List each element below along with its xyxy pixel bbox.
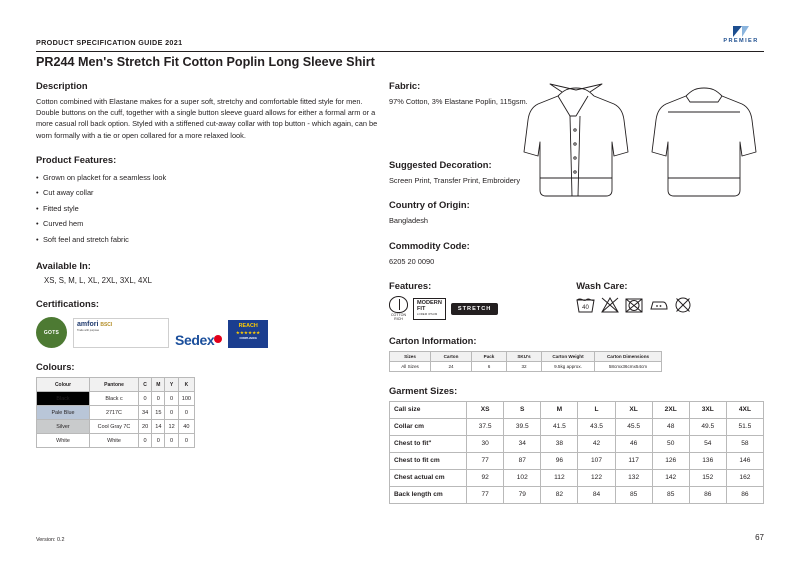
cell-value: 107: [578, 452, 615, 469]
colour-swatch: White: [37, 434, 90, 448]
table-row: [390, 418, 764, 435]
fabric-heading: Fabric:: [389, 80, 421, 91]
col-colour: Colour: [37, 378, 90, 392]
product-illustration: [520, 78, 764, 203]
cell-value: 79: [504, 486, 541, 503]
features-heading: Features:: [389, 279, 432, 291]
list-item: • Soft feel and stretch fabric: [36, 232, 381, 248]
col-c: C: [139, 378, 152, 392]
cmyk-k: 0: [178, 406, 194, 420]
certifications-logos: [36, 314, 381, 348]
cell-value: 42: [578, 435, 615, 452]
colour-swatch: Black: [37, 392, 90, 406]
col-pack: Pack: [472, 351, 507, 361]
reach-sub-text: COMPLIANCE: [239, 337, 257, 341]
cell-value: 92: [467, 469, 504, 486]
cmyk-k: 100: [178, 392, 194, 406]
cmyk-m: 0: [152, 434, 165, 448]
features-block: [389, 280, 498, 322]
description-heading: Description: [36, 80, 88, 91]
col-y: Y: [165, 378, 178, 392]
list-item: • Grown on placket for a seamless look: [36, 170, 381, 186]
gots-label: GOTS: [36, 317, 67, 348]
row-label: Chest to fit cm: [390, 452, 467, 469]
cell-value: 50: [652, 435, 689, 452]
list-item: • Fitted style: [36, 201, 381, 217]
shirt-front-view: [524, 84, 628, 196]
cell-value: 146: [726, 452, 763, 469]
cell-value: 112: [541, 469, 578, 486]
cell-sizes: All Sizes: [390, 361, 431, 371]
pantone-value: 2717C: [90, 406, 139, 420]
cell-value: 152: [689, 469, 726, 486]
colours-heading: Colours:: [36, 361, 75, 373]
table-row: [37, 420, 195, 434]
list-item: • Curved hem: [36, 216, 381, 232]
carton-information-table: [389, 351, 662, 372]
gots-certification-logo: [36, 317, 67, 348]
cell-value: 48: [652, 418, 689, 435]
machine-wash-40-icon: [576, 296, 595, 313]
cell-value: 122: [578, 469, 615, 486]
cell-value: 142: [652, 469, 689, 486]
colours-table: [36, 377, 195, 448]
col-carton-weight: Carton Weight: [542, 351, 595, 361]
premier-logo-mark-icon: [733, 26, 749, 37]
product-features-list: [36, 170, 381, 248]
origin-heading: Country of Origin:: [389, 199, 470, 211]
modern-fit-line1: MODERN: [417, 299, 442, 306]
stretch-icon: STRETCH: [451, 303, 498, 315]
col-carton-dimensions: Carton Dimensions: [595, 351, 662, 361]
table-row: [37, 406, 195, 420]
cell-value: 30: [467, 435, 504, 452]
header-kicker: PRODUCT SPECIFICATION GUIDE 2021: [36, 38, 183, 47]
cmyk-c: 0: [139, 434, 152, 448]
page-title: PR244 Men's Stretch Fit Cotton Poplin Long Sleeve Shirt: [36, 55, 375, 69]
col-sizes: Sizes: [390, 351, 431, 361]
do-not-bleach-icon: [601, 296, 619, 313]
cell-value: 162: [726, 469, 763, 486]
cotton-boll-shape-icon: [389, 296, 408, 313]
cell-value: 49.5: [689, 418, 726, 435]
table-header-row: [37, 378, 195, 392]
product-features-heading: Product Features:: [36, 153, 117, 165]
row-label: Back length cm: [390, 486, 467, 503]
table-row: [37, 392, 195, 406]
iron-medium-icon: [649, 296, 668, 313]
cell-carton-dimensions: 58cmx36cmx54cm: [595, 361, 662, 371]
amfori-bsci-certification-logo: [73, 318, 169, 348]
table-header-row: [390, 351, 662, 361]
cell-value: 96: [541, 452, 578, 469]
col-xs: XS: [467, 401, 504, 418]
cell-skus: 32: [507, 361, 542, 371]
do-not-dry-clean-icon: [674, 296, 692, 313]
cell-value: 87: [504, 452, 541, 469]
col-m: M: [152, 378, 165, 392]
table-row: [390, 435, 764, 452]
cmyk-y: 0: [165, 434, 178, 448]
cmyk-k: 40: [178, 420, 194, 434]
col-3xl: 3XL: [689, 401, 726, 418]
cmyk-y: 0: [165, 406, 178, 420]
cell-value: 132: [615, 469, 652, 486]
cell-value: 126: [652, 452, 689, 469]
certifications-heading: Certifications:: [36, 298, 100, 310]
cell-value: 85: [615, 486, 652, 503]
modern-fit-line2: FIT: [417, 305, 426, 312]
origin-text: Bangladesh: [389, 216, 429, 226]
shirt-back-view: [652, 88, 756, 196]
cell-value: 54: [689, 435, 726, 452]
cell-value: 39.5: [504, 418, 541, 435]
cotton-rich-icon: [389, 296, 408, 322]
features-washcare-row: [389, 280, 764, 322]
available-sizes-text: XS, S, M, L, XL, 2XL, 3XL, 4XL: [44, 276, 152, 286]
modern-fit-sub: LOREM IPSUM: [417, 312, 438, 316]
cell-value: 102: [504, 469, 541, 486]
amfori-bsci-suffix: BSCI: [100, 322, 113, 329]
commodity-heading: Commodity Code:: [389, 239, 470, 251]
cell-value: 37.5: [467, 418, 504, 435]
cell-value: 45.5: [615, 418, 652, 435]
pantone-value: White: [90, 434, 139, 448]
cmyk-c: 34: [139, 406, 152, 420]
cmyk-k: 0: [178, 434, 194, 448]
cell-value: 82: [541, 486, 578, 503]
wash-care-icon-row: [576, 296, 692, 313]
wash-care-heading: Wash Care:: [576, 279, 628, 291]
row-label: Collar cm: [390, 418, 467, 435]
feature-icon-row: [389, 296, 498, 322]
cell-value: 58: [726, 435, 763, 452]
premier-logo: [718, 26, 764, 50]
col-4xl: 4XL: [726, 401, 763, 418]
header-divider: [36, 51, 764, 52]
pantone-value: Black c: [90, 392, 139, 406]
cell-value: 86: [726, 486, 763, 503]
do-not-tumble-dry-icon: [625, 296, 643, 313]
table-row: [37, 434, 195, 448]
col-carton: Carton: [431, 351, 472, 361]
col-m: M: [541, 401, 578, 418]
amfori-name: amfori: [77, 321, 99, 329]
row-label: Chest to fit": [390, 435, 467, 452]
pantone-value: Cool Gray 7C: [90, 420, 139, 434]
garment-sizes-table: [389, 401, 764, 504]
table-header-row: [390, 401, 764, 418]
table-row: [390, 452, 764, 469]
reach-label: REACH: [238, 323, 258, 330]
description-text: Cotton combined with Elastane makes for a super soft, stretchy and comfortable fitted style for men. Double buttons on the cuff, together with a single button sleeve guard allows for either a formal arm or a more casual roll back option. Styled with a stiffened cut-away collar with top button - which again, can be worn formally with a tie or open collared for a more relaxed look.: [36, 97, 378, 140]
cell-carton: 24: [431, 361, 472, 371]
sedex-dot-icon: [214, 335, 222, 343]
cell-value: 51.5: [726, 418, 763, 435]
col-l: L: [578, 401, 615, 418]
cell-value: 84: [578, 486, 615, 503]
col-k: K: [178, 378, 194, 392]
modern-fit-icon: [413, 298, 446, 320]
sedex-certification-logo: [175, 332, 222, 348]
left-column: [36, 80, 381, 448]
cmyk-c: 20: [139, 420, 152, 434]
col-2xl: 2XL: [652, 401, 689, 418]
sedex-label: Sedex: [175, 332, 215, 349]
amfori-label: [77, 321, 165, 328]
table-row: [390, 486, 764, 503]
cell-value: 34: [504, 435, 541, 452]
carton-information-heading: Carton Information:: [389, 334, 477, 346]
cell-value: 43.5: [578, 418, 615, 435]
cotton-rich-line1: COTTON: [390, 312, 407, 317]
cell-pack: 6: [472, 361, 507, 371]
cmyk-y: 12: [165, 420, 178, 434]
wash-care-block: [576, 280, 692, 322]
list-item: • Cut away collar: [36, 185, 381, 201]
cell-carton-weight: 9.5kg approx.: [542, 361, 595, 371]
cell-value: 117: [615, 452, 652, 469]
cmyk-y: 0: [165, 392, 178, 406]
row-label: Chest actual cm: [390, 469, 467, 486]
col-xl: XL: [615, 401, 652, 418]
amfori-sub-text: Trade with purpose: [77, 329, 100, 333]
fabric-text: 97% Cotton, 3% Elastane Poplin, 115gsm.: [389, 97, 528, 106]
page-number: 67: [755, 533, 764, 542]
document-version: Version: 0.2: [36, 537, 65, 543]
colour-swatch: Pale Blue: [37, 406, 90, 420]
svg-text:40: 40: [582, 304, 590, 311]
cell-value: 46: [615, 435, 652, 452]
col-skus: SKU's: [507, 351, 542, 361]
available-in-heading: Available In:: [36, 260, 91, 272]
decoration-heading: Suggested Decoration:: [389, 159, 492, 171]
cell-value: 38: [541, 435, 578, 452]
cell-value: 86: [689, 486, 726, 503]
cmyk-m: 15: [152, 406, 165, 420]
decoration-text: Screen Print, Transfer Print, Embroidery: [389, 176, 521, 186]
commodity-text: 6205 20 0090: [389, 256, 435, 266]
cell-value: 41.5: [541, 418, 578, 435]
table-row: [390, 361, 662, 371]
cmyk-m: 14: [152, 420, 165, 434]
eu-stars-icon: ★★★★★★: [235, 330, 261, 336]
reach-certification-logo: [228, 320, 268, 348]
colour-swatch: Silver: [37, 420, 90, 434]
table-row: [390, 469, 764, 486]
premier-logo-text: PREMIER: [723, 38, 759, 44]
cell-value: 77: [467, 452, 504, 469]
col-call-size: Call size: [390, 401, 467, 418]
cell-value: 136: [689, 452, 726, 469]
cmyk-m: 0: [152, 392, 165, 406]
garment-sizes-heading: Garment Sizes:: [389, 384, 458, 396]
cmyk-c: 0: [139, 392, 152, 406]
cotton-rich-line2: RICH: [394, 317, 403, 322]
col-pantone: Pantone: [90, 378, 139, 392]
col-s: S: [504, 401, 541, 418]
cell-value: 77: [467, 486, 504, 503]
cell-value: 85: [652, 486, 689, 503]
